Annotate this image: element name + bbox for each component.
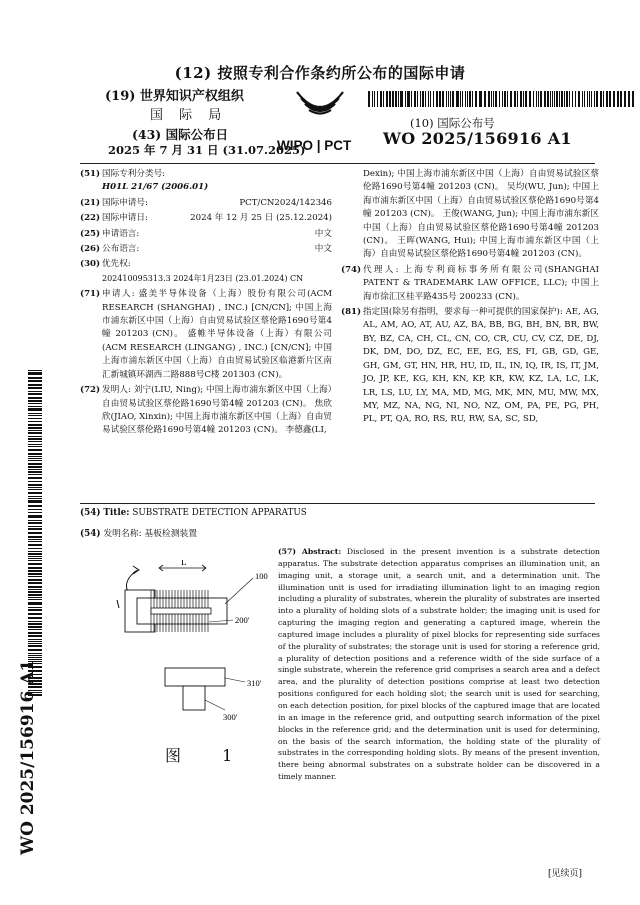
org-name: (19) 世界知识产权组织 <box>105 89 244 104</box>
pub-number: WO 2025/156916 A1 <box>383 129 572 148</box>
field-51: (51) 国际专利分类号: H01L 21/67 (2006.01) <box>80 169 209 193</box>
continued-note: [见续页] <box>548 869 583 879</box>
svg-text:310': 310' <box>247 678 262 688</box>
abstract-label: (57) Abstract: <box>278 547 342 556</box>
barcode-top <box>368 91 638 107</box>
title-english: (54) Title: SUBSTRATE DETECTION APPARATUS <box>80 508 307 518</box>
figure-1 <box>105 560 268 770</box>
wipo-logo <box>275 84 365 154</box>
pub-date-label: (43) 国际公布日 <box>132 127 229 142</box>
office-name: 国 际 局 <box>150 108 228 123</box>
title-chinese: (54) 发明名称: 基板检测装置 <box>80 529 198 539</box>
field-81-designated-states: (81) 指定国(除另有指明，要求每一种可提供的国家保护): AE, AG, AL, AM, AO, AT, AU, AZ, BA, BB, BG, BH, BN, BR, BW, BY, BZ, CA, CH, CL, CN, CO, CR, CU, CV, CZ, DE, DJ, DK, DM, DO, DZ, EC, EE, EG, ES, FI, GB, GD, GE, GH, GM, GT, HN, HR, HU, ID, IL, IN, IQ, IR, IS, IT, JM, JO, JP, KE, KG, KH, KN, KP, KR, KW, KZ, LA, LC, LK, LR, LS, LU, LY, MA, MD, MG, MK, MN, MU, MW, MX, MY, MZ, NA, NG, NI, NO, NZ, OM, PA, PE, PG, PH, PL, PT, QA, RO, RS, RU, RW, SA, SC, SD, <box>341 307 599 425</box>
pub-number-label: (10) 国际公布号 <box>410 116 495 130</box>
svg-text:200': 200' <box>235 615 250 625</box>
abstract <box>278 546 600 783</box>
right-column <box>341 168 599 429</box>
header-rule <box>80 163 595 164</box>
svg-text:100: 100 <box>255 571 268 581</box>
left-column <box>80 168 332 440</box>
field-74-agent: (74) 代理人: 上海专利商标事务所有限公司(SHANGHAI PATENT & TRADEMARK LAW OFFICE, LLC); 中国上海市徐汇区桂平路435号 200233 (CN)。 <box>341 264 599 302</box>
field-72-continued: Dexin); 中国上海市浦东新区中国（上海）自由贸易试验区蔡伦路1690号第4幢 201203 (CN)。 吴均(WU, Jun); 中国上海市浦东新区中国（上海）自由贸易试验区蔡伦路1690号第4幢 201203 (CN)。 王俊(WANG, Jun); 中国上海市浦东新区中国（上海）自由贸易试验区蔡伦路1690号第4幢 201203 (CN)。 王晖(WANG, Hui); 中国上海市浦东新区中国（上海）自由贸易试验区蔡伦路1690号第4幢 201203 (CN)。 <box>363 169 599 260</box>
field-22: (22) 国际申请日: 2024 年 12 月 25 日 (25.12.2024) <box>80 213 332 224</box>
field-26: (26) 公布语言: 中文 <box>80 244 332 255</box>
abstract-text: Disclosed in the present invention is a substrate detection apparatus. The substrate detection apparatus comprises an illumination unit, an imaging unit, a storage unit, a search unit, and a determination unit. The illumination unit is used for irradiating illumination light to an imaging region including a plurality of substrates, wherein the plurality of substrates are inserted into a plurality of holding slots of a substrate holder; the imaging unit is used for capturing the imaging region and generating a captured image, wherein the captured image includes a plurality of pixel blocks for representing side surfaces of the plurality of substrates; the storage unit is used for storing a reference grid, a plurality of detection positions and a reference width of the side surface of a single substrate, wherein the reference grid comprises a search area and a defect area, and the plurality of detection positions comprise at least two detection positions configured for each holding slot; the search unit is used for searching, on each detection position, for pixel blocks of the captured image that are located in an image in the reference grid, and outputting search information of the pixel blocks in the reference grid; and the determination unit is used for determining, on the basis of the search information, the holding state of the plurality of substrates in the corresponding holding slots. By means of the present invention, there being abnormal substrates on a substrate holder can be discovered in a timely manner. <box>278 547 601 782</box>
figure-caption: 图 1 <box>165 746 251 765</box>
document-title: (12) 按照专利合作条约所公布的国际申请 <box>174 64 466 82</box>
field-25: (25) 申请语言: 中文 <box>80 228 332 239</box>
pub-date: 2025 年 7 月 31 日 (31.07.2025) <box>108 143 306 157</box>
field-30: (30) 优先权: 202410095313.3 2024年1月23日 (23.01.2024) CN <box>80 259 304 283</box>
svg-text:WIPO | PCT: WIPO | PCT <box>277 138 352 153</box>
side-pub-number: WO 2025/156916 A1 <box>18 659 38 855</box>
svg-text:300': 300' <box>223 712 238 722</box>
field-72-inventors: (72) 发明人: 刘宁(LIU, Ning); 中国上海市浦东新区中国（上海）自由贸易试验区蔡伦路1690号第4幢 201203 (CN)。 焦欣欣(JIAO, Xinxin); 中国上海市浦东新区中国（上海）自由贸易试验区蔡伦路1690号第4幢 201203 (CN)。 李德鑫(LI, <box>80 385 332 436</box>
svg-text:L: L <box>181 560 187 567</box>
body-rule <box>80 503 595 504</box>
field-71-applicant: (71) 申请人: 盛美半导体设备（上海）股份有限公司(ACM RESEARCH (SHANGHAI) , INC.) [CN/CN]; 中国上海市浦东新区中国（上海）自由贸易试验区蔡伦路1690号第4幢 201203 (CN)。 盛帷半导体设备（上海）有限公司(ACM RESEARCH (LINGANG) , INC.) [CN/CN]; 中国上海市浦东新区中国（上海）自由贸易试验区临港新片区南汇新城镇环湖西二路888号C楼 201303 (CN)。 <box>80 289 332 380</box>
field-21: (21) 国际申请号: PCT/CN2024/142346 <box>80 197 332 208</box>
